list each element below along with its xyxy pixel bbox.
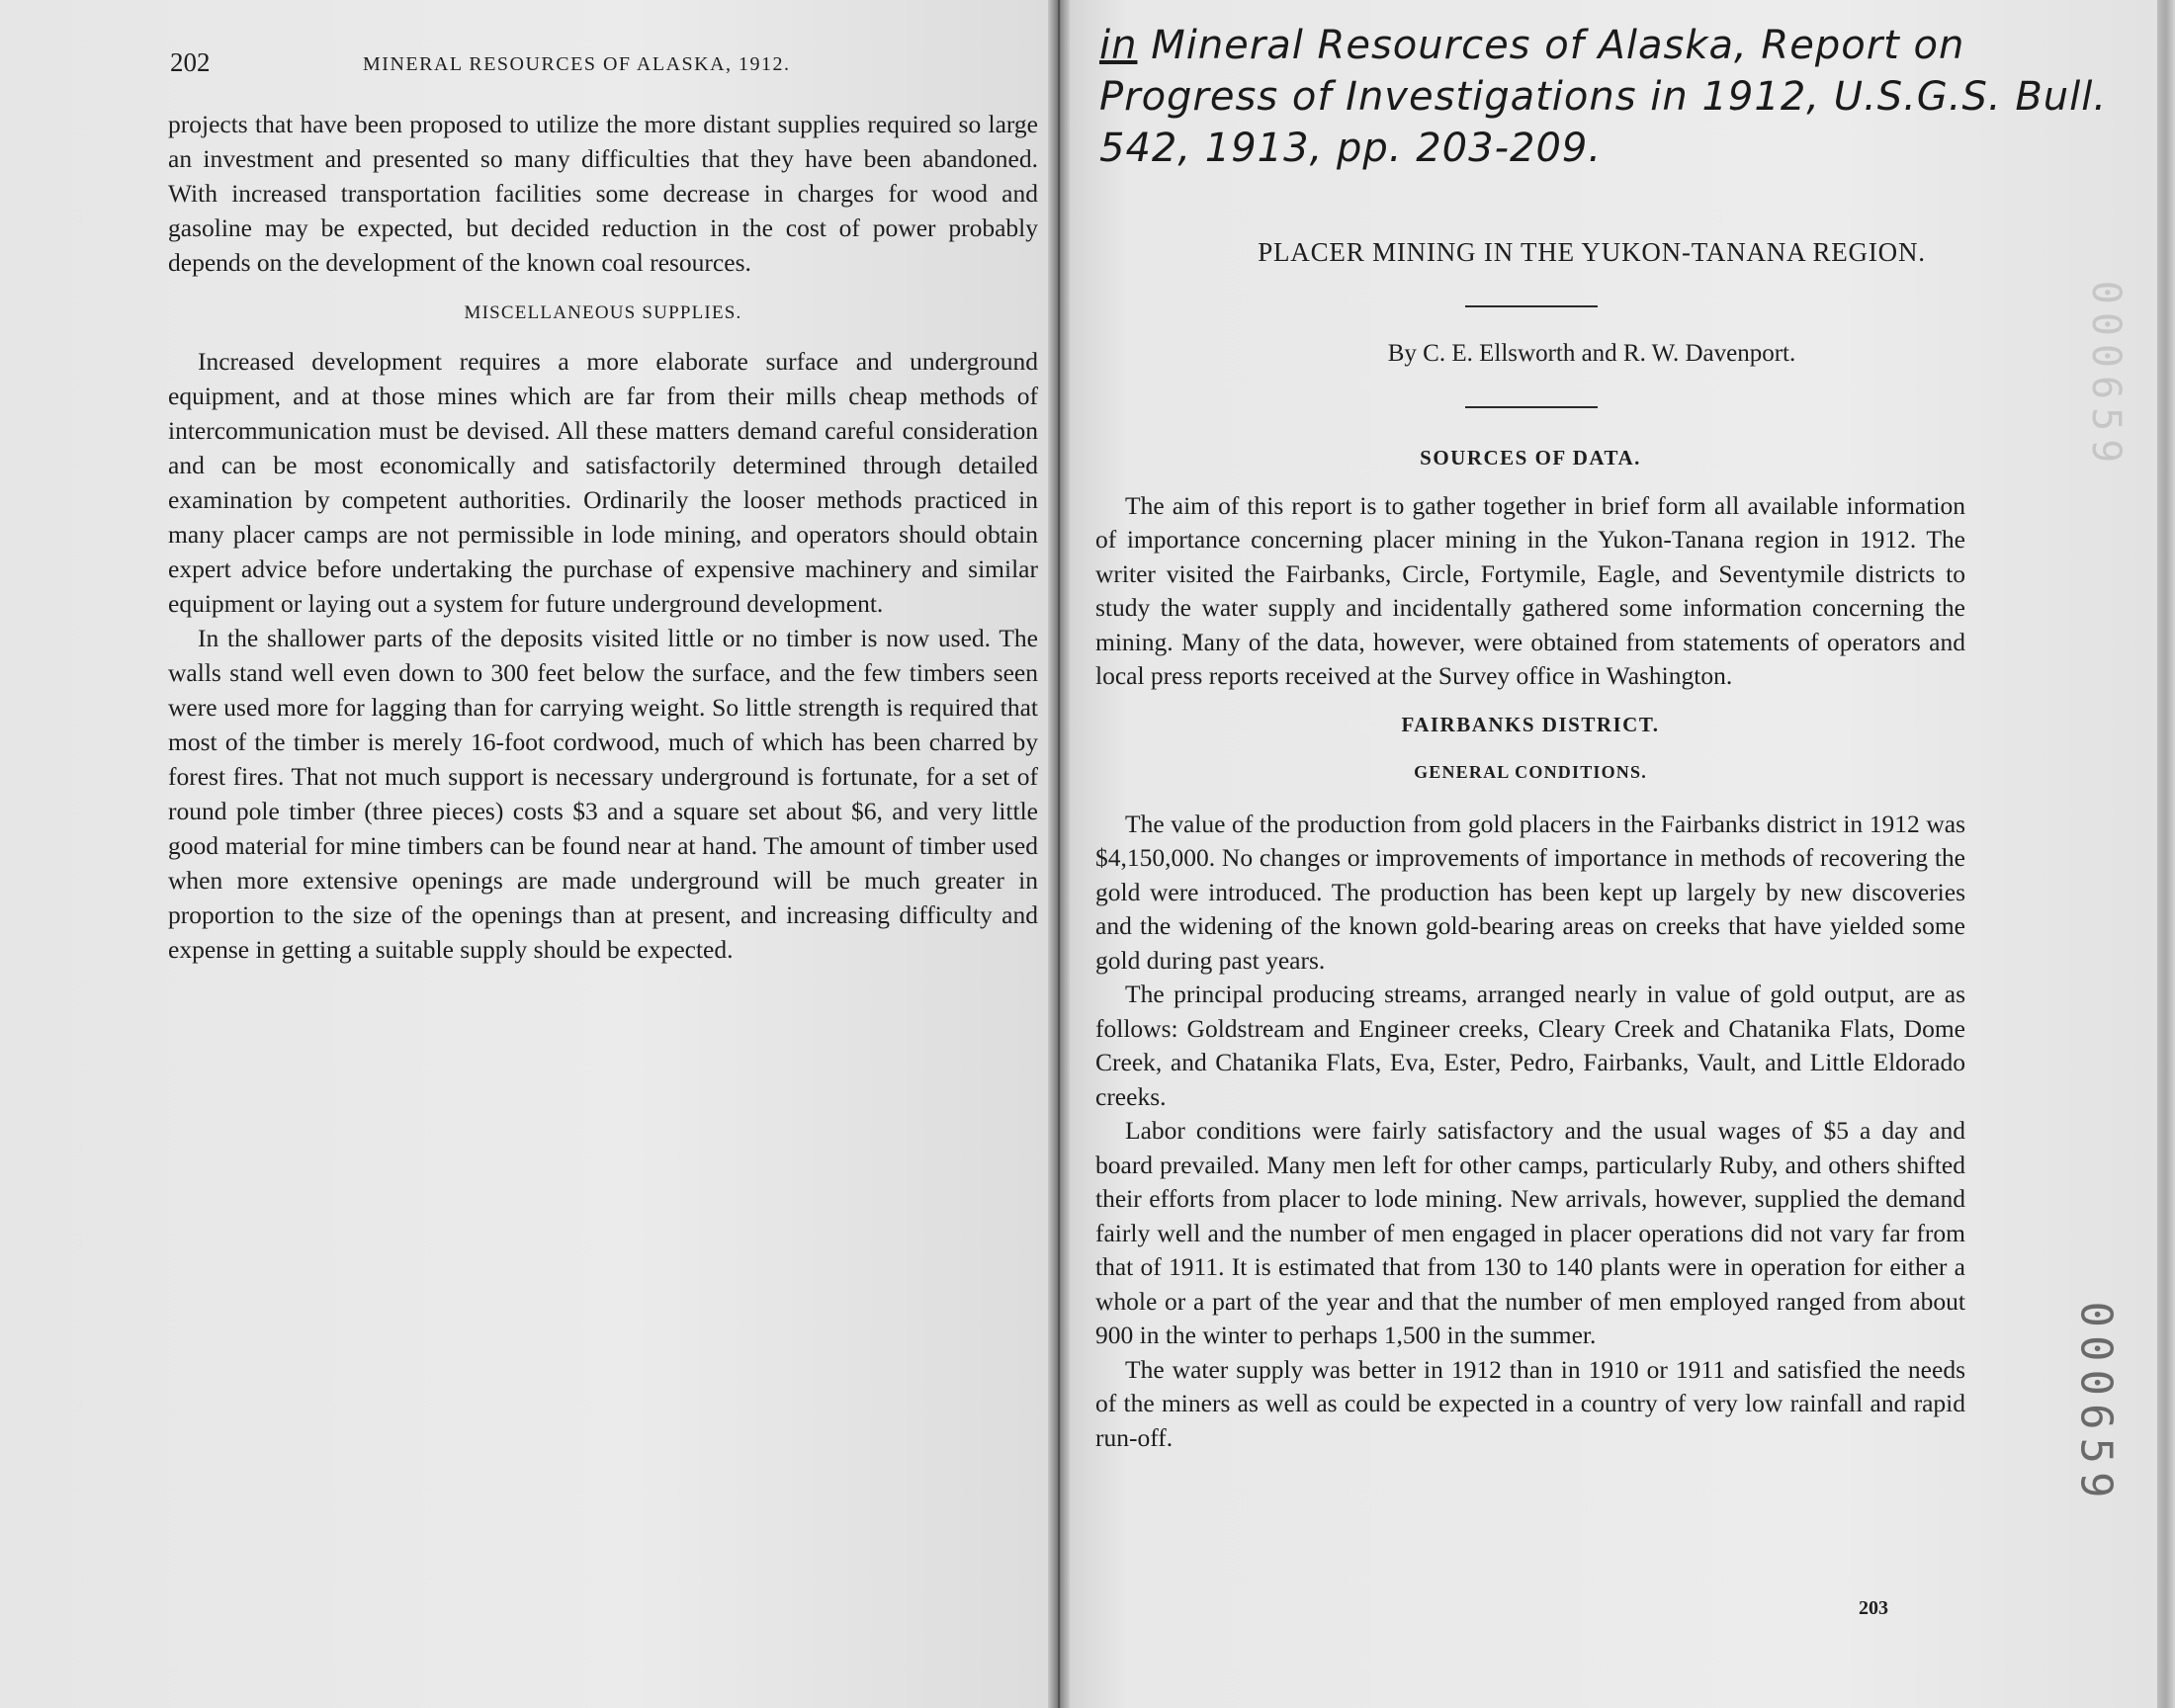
- right-page-number: 203: [1859, 1597, 1888, 1619]
- right-paragraph-3: The principal producing streams, arranged nearly in value of gold output, are as follows: Goldstream and Engineer creeks, Cleary Creek and Chatanika Flats, Dome Creek, and Chatanika Flats, Eva, Ester, Pedro, Fairbanks, Vault, and Little Eldorado creeks.: [1095, 980, 1965, 1111]
- handwritten-citation-text: Mineral Resources of Alaska, Report on Progress of Investigations in 1912, U.S.G.S. Bull. 542, 1913, pp. 203-209.: [1099, 23, 2108, 171]
- section-heading-sources-of-data: SOURCES OF DATA.: [1420, 446, 1641, 470]
- article-title: PLACER MINING IN THE YUKON-TANANA REGION.: [1258, 237, 1926, 267]
- right-paragraph-5: The water supply was better in 1912 than in 1910 or 1911 and satisfied the needs of the miners as well as could be expected in a country of very low rainfall and rapid run-off.: [1095, 1354, 1965, 1452]
- right-page-body: [1095, 435, 1965, 1455]
- handwritten-citation-note: [1099, 20, 2147, 174]
- left-page-number: 202: [170, 47, 211, 77]
- section-heading-fairbanks-district: FAIRBANKS DISTRICT.: [1401, 712, 1660, 736]
- archive-stamp-number: [2066, 1275, 2126, 1532]
- left-paragraph-3: In the shallower parts of the deposits visited little or no timber is now used. The walls stand well even down to 300 feet below the surface, and the few timbers seen were used more for lagging than for carrying weight. So little strength is required that most of the timber is merely 16-foot cordwood, much of which has been charred by forest fires. That not much support is necessary underground is fortunate, for a set of round pole timber (three pieces) costs $3 and a square set about $6, and very little good material for mine timbers can be found near at hand. The amount of timber used when more extensive openings are made underground will be much greater in proportion to the size of the openings than at present, and increasing difficulty and expense in getting a suitable supply should be expected.: [168, 624, 1038, 964]
- faint-stamp-text: 000659: [2083, 280, 2129, 471]
- left-paragraph-2: Increased development requires a more elaborate surface and underground equipment, and at those mines which are far from their mills cheap methods of intercommunication must be devised. All these matters demand careful consideration and can be most economically and satisfactorily determined through detailed examination by competent authorities. Ordinarily the looser methods practiced in many placer camps are not permissible in lode mining, and operators should obtain expert advice before undertaking the purchase of expensive machinery and similar equipment or laying out a system for future underground development.: [168, 347, 1038, 618]
- article-byline: By C. E. Ellsworth and R. W. Davenport.: [1387, 340, 1796, 367]
- handwritten-underlined-word: in: [1099, 23, 1138, 68]
- right-paragraph-1: The aim of this report is to gather together in brief form all available information of importance concerning placer mining in the Yukon-Tanana region in 1912. The writer visited the Fairbanks, Circle, Fortymile, Eagle, and Seventymile districts to study the water supply and incidentally gathered some information concerning the mining. Many of the data, however, were obtained from statements of operators and local press reports received at the Survey office in Washington.: [1095, 490, 1965, 690]
- running-title: MINERAL RESOURCES OF ALASKA, 1912.: [363, 53, 791, 75]
- page-edge: [2157, 0, 2175, 1708]
- section-heading-misc-supplies: MISCELLANEOUS SUPPLIES.: [464, 302, 742, 323]
- left-paragraph-1: projects that have been proposed to utilize the more distant supplies required so large an investment and presented so many difficulties that they have been abandoned. With increased transportation facilities some decrease in charges for wood and gasoline may be expected, but decided reduction in the cost of power probably depends on the development of the known coal resources.: [168, 110, 1038, 277]
- archive-stamp-text: 000659: [2070, 1301, 2122, 1506]
- faint-bleed-through-stamp: [2076, 277, 2135, 474]
- book-gutter: [1048, 0, 1070, 1708]
- title-divider: [1465, 305, 1598, 307]
- right-paragraph-4: Labor conditions were fairly satisfactory and the usual wages of $5 a day and board prevailed. Many men left for other camps, particularly Ruby, and others shifted their efforts from placer to lode mining. New arrivals, however, supplied the demand fairly well and the number of men engaged in placer operations did not vary far from that of 1911. It is estimated that from 130 to 140 plants were in operation for either a whole or a part of the year and that the number of men employed ranged from about 900 in the winter to perhaps 1,500 in the summer.: [1095, 1116, 1965, 1349]
- byline-divider: [1465, 406, 1598, 408]
- left-page-body: [168, 107, 1038, 967]
- left-running-head: [170, 47, 862, 87]
- right-paragraph-2: The value of the production from gold placers in the Fairbanks district in 1912 was $4,150,000. No changes or improvements of importance in methods of recovering the gold were introduced. The production has been kept up largely by new discoveries and the widening of the known gold-bearing areas on creeks that have yielded some gold during past years.: [1095, 809, 1965, 975]
- subheading-general-conditions: GENERAL CONDITIONS.: [1414, 762, 1647, 782]
